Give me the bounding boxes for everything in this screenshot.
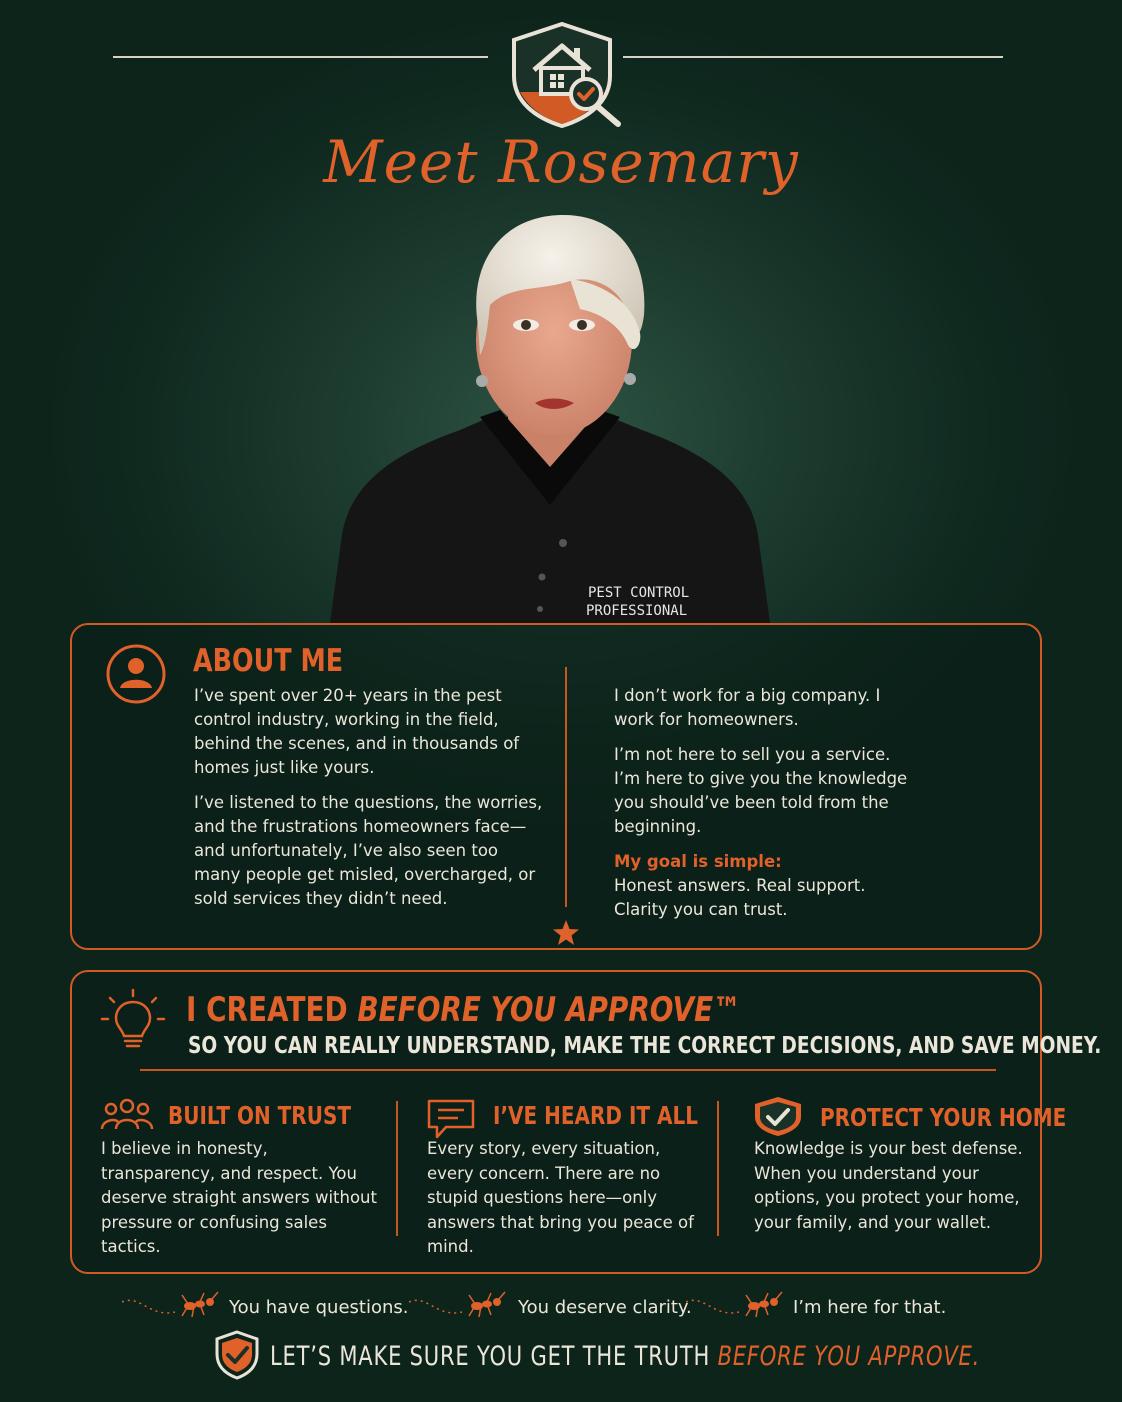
about-left-paragraph: I’ve spent over 20+ years in the pest control industry, working in the field, behind the scenes, and in thousands of homes just like yours. (194, 686, 520, 777)
ant-trail-icon (684, 1290, 789, 1322)
shield-check-icon (752, 1095, 804, 1137)
footer-cta (270, 1341, 980, 1372)
created-subheading: SO YOU CAN REALLY UNDERSTAND, MAKE THE CORRECT DECISIONS, AND SAVE MONEY. (188, 1033, 1102, 1059)
user-icon (105, 643, 167, 705)
about-left-paragraph: I’ve listened to the questions, the worries, and the frustrations homeowners face—and unfortunately, I’ve also seen too many people get misled, overcharged, or sold services they didn’t need. (194, 793, 543, 908)
goal-label: My goal is simple: (614, 852, 782, 871)
column-text-heard: Every story, every situation, every concern. There are no stupid questions here—only answers that bring you peace of mind. (427, 1139, 694, 1256)
star-icon (551, 918, 581, 948)
created-heading-emphasis: BEFORE YOU APPROVE™ (357, 990, 742, 1030)
header-rule-left (113, 56, 488, 58)
tagline-here: I’m here for that. (793, 1297, 947, 1318)
header-rule-right (623, 56, 1003, 58)
tagline-clarity: You deserve clarity. (518, 1297, 692, 1318)
footer-prefix: LET’S MAKE SURE YOU GET THE TRUTH (270, 1341, 718, 1372)
about-divider (565, 667, 567, 907)
portrait-photo (330, 205, 770, 623)
about-right-text (614, 684, 914, 922)
column-divider-1 (396, 1101, 398, 1236)
created-heading-prefix: I CREATED (186, 990, 358, 1030)
shield-check-icon (215, 1330, 259, 1380)
home-inspection-logo-icon (500, 18, 625, 130)
column-title-protect: PROTECT YOUR HOME (820, 1103, 1067, 1132)
column-text-protect: Knowledge is your best defense. When you understand your options, you protect your home, your family, and your wallet. (754, 1139, 1023, 1232)
chat-bubble-icon (426, 1098, 476, 1140)
shirt-text-line1: PEST CONTROL (588, 585, 690, 601)
about-right-paragraph: I don’t work for a big company. I work for homeowners. (614, 686, 881, 729)
group-people-icon (100, 1097, 154, 1131)
shirt-text-line2: PROFESSIONAL (586, 603, 688, 619)
ant-trail-icon (120, 1290, 225, 1322)
about-right-paragraph: I’m not here to sell you a service. I’m here to give you the knowledge you should’ve been told from the beginning. (614, 745, 908, 836)
about-heading: ABOUT ME (193, 643, 344, 679)
ant-trail-icon (407, 1290, 512, 1322)
column-text-trust: I believe in honesty, transparency, and respect. You deserve straight answers without pressure or confusing sales tactics. (101, 1139, 377, 1256)
created-rule (140, 1069, 996, 1071)
column-title-heard: I’VE HEARD IT ALL (493, 1101, 698, 1130)
column-divider-2 (717, 1101, 719, 1236)
page-title: Meet Rosemary (323, 128, 799, 196)
about-left-text (194, 684, 544, 922)
created-heading (186, 990, 741, 1030)
lightbulb-icon (100, 988, 166, 1054)
footer-emphasis: BEFORE YOU APPROVE. (717, 1341, 981, 1372)
goal-text: Honest answers. Real support. Clarity you can trust. (614, 876, 866, 919)
tagline-questions: You have questions. (229, 1297, 409, 1318)
column-title-trust: BUILT ON TRUST (168, 1101, 351, 1130)
